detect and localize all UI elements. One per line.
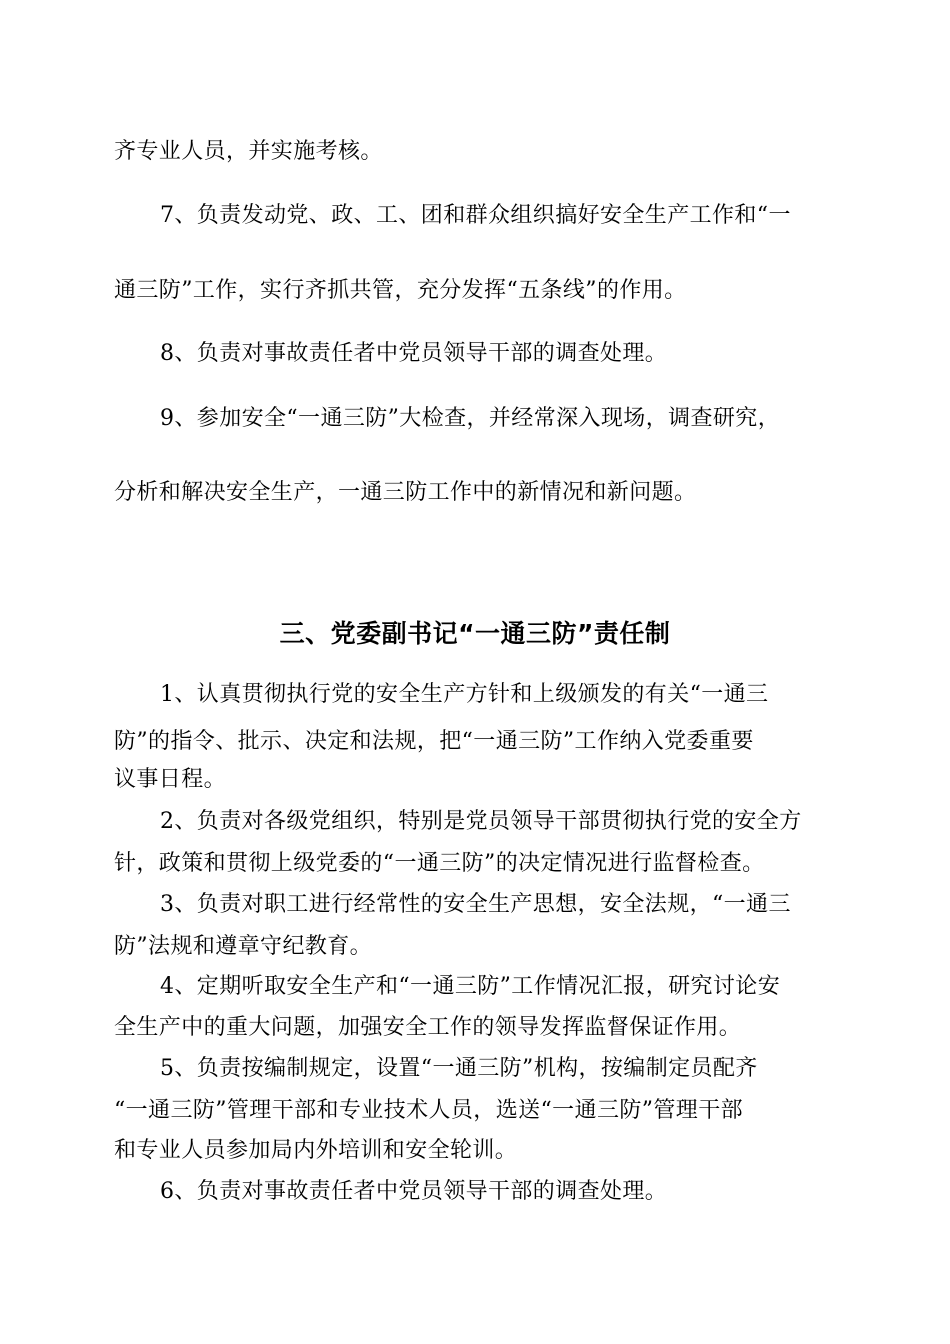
s3-item-3-line-2: 防”法规和遵章守纪教育。	[114, 934, 373, 959]
s3-item-5-line-2: “一通三防”管理干部和专业技术人员，选送“一通三防”管理干部	[114, 1098, 743, 1123]
item-7-line-1: 7、负责发动党、政、工、团和群众组织搞好安全生产工作和“一	[160, 203, 791, 228]
s3-item-5-line-3: 和专业人员参加局内外培训和安全轮训。	[114, 1138, 518, 1163]
s3-item-4-line-1: 4、定期听取安全生产和“一通三防”工作情况汇报，研究讨论安	[160, 974, 781, 999]
s3-item-2-line-1: 2、负责对各级党组织，特别是党员领导干部贯彻执行党的安全方	[160, 809, 802, 834]
s3-item-1-line-3: 议事日程。	[114, 767, 227, 792]
item-9-line-2: 分析和解决安全生产，一通三防工作中的新情况和新问题。	[114, 480, 697, 505]
s3-item-5-line-1: 5、负责按编制规定，设置“一通三防”机构，按编制定员配齐	[160, 1056, 758, 1081]
section-3-title: 三、党委副书记“一通三防”责任制	[279, 619, 671, 648]
s3-item-2-line-2: 针，政策和贯彻上级党委的“一通三防”的决定情况进行监督检查。	[114, 851, 765, 876]
s3-item-6-line: 6、负责对事故责任者中党员领导干部的调查处理。	[160, 1179, 668, 1204]
item-7-line-2: 通三防”工作，实行齐抓共管，充分发挥“五条线”的作用。	[114, 278, 687, 303]
item-8-line: 8、负责对事故责任者中党员领导干部的调查处理。	[160, 341, 668, 366]
item-9-line-1: 9、参加安全“一通三防”大检查，并经常深入现场，调查研究，	[160, 406, 781, 431]
s3-item-1-line-2: 防”的指令、批示、决定和法规，把“一通三防”工作纳入党委重要	[114, 729, 754, 754]
paragraph-line: 齐专业人员，并实施考核。	[114, 139, 383, 164]
s3-item-4-line-2: 全生产中的重大问题，加强安全工作的领导发挥监督保证作用。	[114, 1015, 742, 1040]
s3-item-3-line-1: 3、负责对职工进行经常性的安全生产思想，安全法规，“一通三	[160, 892, 791, 917]
s3-item-1-line-1: 1、认真贯彻执行党的安全生产方针和上级颁发的有关“一通三	[160, 682, 769, 707]
